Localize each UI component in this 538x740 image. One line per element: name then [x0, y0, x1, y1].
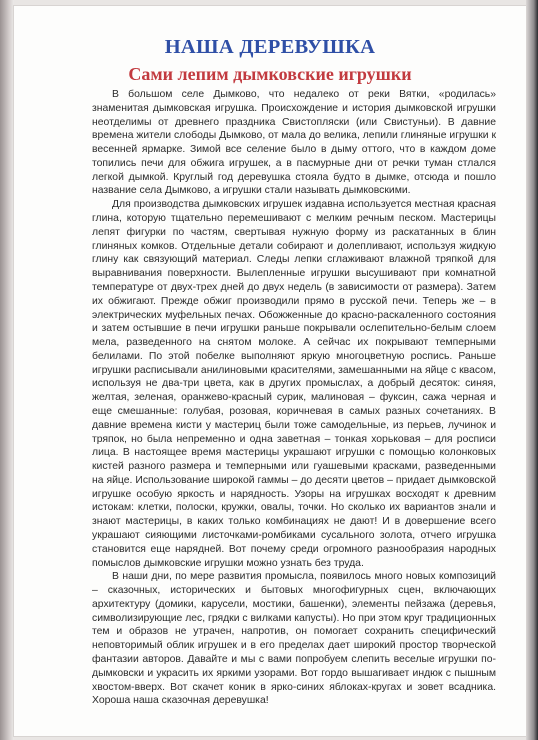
page-edge-shadow [526, 0, 538, 740]
page-subtitle: Сами лепим дымковские игрушки [128, 64, 412, 84]
paragraph-production: Для производства дымковских игрушек издавна используется местная красная глина, которую тщательно перемешивают с мелким речным песком. Мастерицы лепят фигурки по частям, свертывая нужную форму из раскатанных в блин глиняных комков. Отдельные детали собирают и долепливают, используя жидкую глину как связующий материал. Следы лепки сглаживают влажной тряпкой для выравнивания поверхности. Вылепленные игрушки высушивают при комнатной температуре от двух-трех дней до двух недель (в зависимости от размера). Затем их обжигают. Прежде обжиг производили прямо в русской печи. Теперь же – в электрических муфельных печах. Обожженные до красно-раскаленного состояния и затем остывшие в печи игрушки раньше покрывали ослепительно-белым слоем мела, разведенного на снятом молоке. А сейчас их покрывают темперными белилами. По этой побелке выполняют яркую многоцветную роспись. Раньше игрушки расписывали анилиновыми красителями, замешанными на яйце с квасом, используя не два-три цвета, как в других промыслах, а добрый десяток: синяя, желтая, зеленая, оранжево-красный сурик, малиновая – фуксин, сажа черная и еще смешанные: голубая, розовая, коричневая в самых разных сочетаниях. В давние времена кисти у мастериц были тоже самодельные, из перьев, лучинок и тряпок, но была непременно и одна заветная – тонкая хорьковая – для росписи лица. В настоящее время мастерицы украшают игрушки с помощью колонковых кистей разного размера и темперными или гуашевыми красками, разведенными на яйце. Использование широкой гаммы – до десяти цветов – придает дымковской игрушке особую яркость и нарядность. Узоры на игрушках восходят к древним истокам: клетки, полоски, кружки, овалы, точки. Но сколько их вариантов знали и знают мастерицы, в каких только комбинациях не дают! И в довершение всего украшают сияющими листочками-ромбиками сусального золота, отчего игрушка становится еще нарядней. Вот почему среди огромного разнообразия народных помыслов дымковские игрушки можно узнать без труда. [92, 199, 496, 569]
page-binding-shadow [0, 0, 14, 740]
article-body [92, 88, 496, 708]
paragraph-history: В большом селе Дымково, что недалеко от реки Вятки, «родилась» знаменитая дымковская игрушка. Происхождение и история дымковской игрушки неотделимы от древнего праздника Свистопляски (или Свистуньи). В давние времена жители слободы Дымково, от мала до велика, лепили глиняные игрушки к весенней ярмарке. Зимой все селение было в дыму оттого, что в каждом доме топились печи для обжига игрушек, а в пасмурные дни от речки туман стлался легкой дымкой. Круглый год деревушка стояла будто в дымке, отсюда и пошло название села Дымково, а игрушки стали называть дымковскими. [92, 89, 496, 197]
document-page [14, 6, 526, 736]
page-title: НАША ДЕРЕВУШКА [164, 36, 376, 58]
paragraph-modern-day: В наши дни, по мере развития промысла, появилось много новых композиций – сказочных, исторических и бытовых многофигурных сцен, включающих архитектуру (домики, карусели, мостики, башенки), элементы пейзажа (деревья, символизирующие лес, грядки с вилками капусты). Но при этом круг традиционных тем и образов не утрачен, напротив, он помогает сохранить специфический неповторимый облик игрушек и в его пределах дает широкий простор творческой фантазии авторов. Давайте и мы с вами попробуем слепить веселые игрушки по-дымковски и украсить их яркими узорами. Вот гордо вышагивает индюк с пышным хвостом-вверх. Вот скачет коник в ярко-синих яблоках-кругах и зовет всадника. Хороша наша сказочная деревушка! [92, 571, 496, 707]
